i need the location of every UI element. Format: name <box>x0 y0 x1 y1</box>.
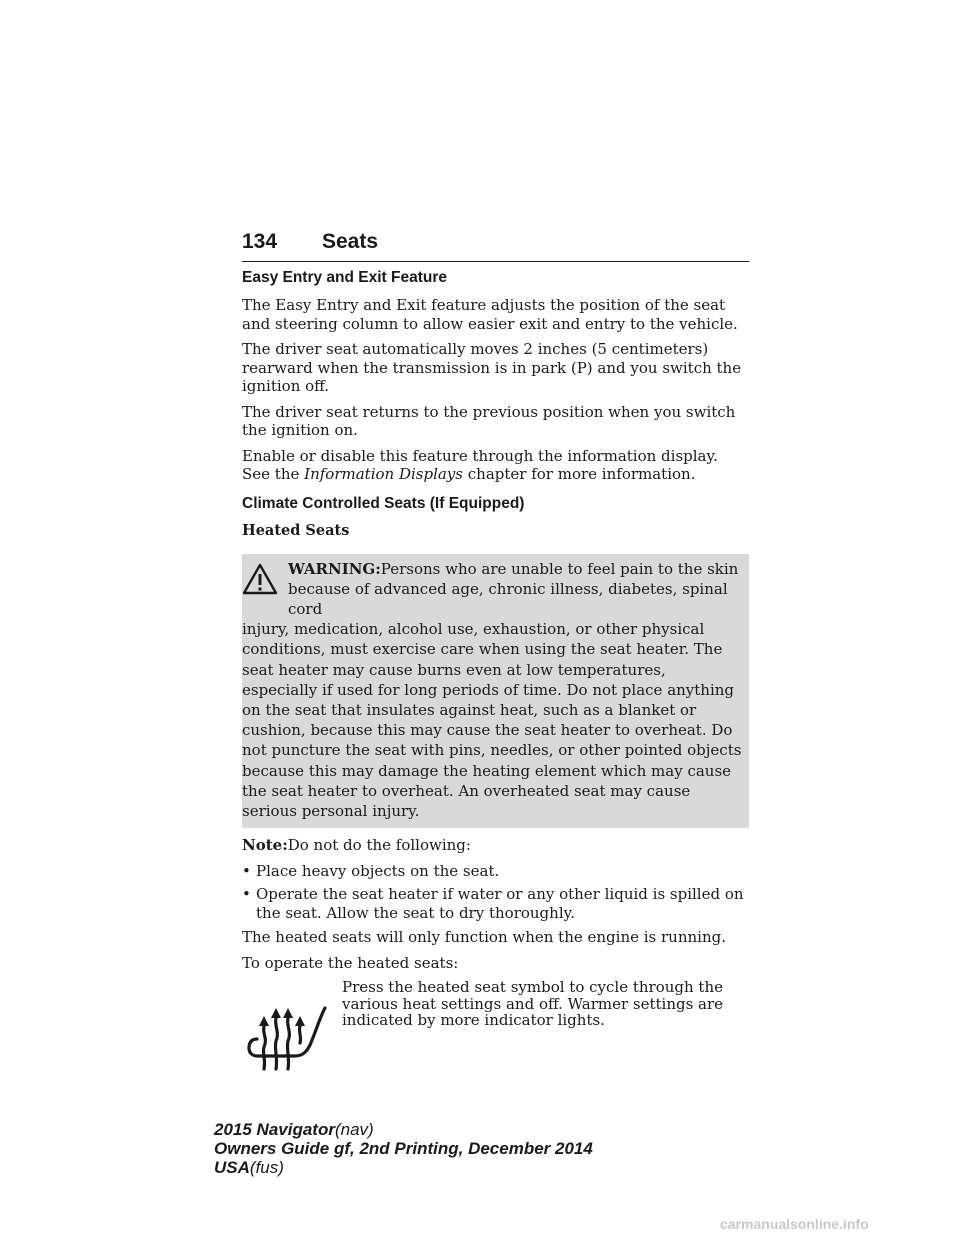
page-number: 134 <box>242 230 278 253</box>
footer-model-code: (nav) <box>334 1120 374 1139</box>
page-footer <box>214 1120 593 1177</box>
climate-seats-heading: Climate Controlled Seats (If Equipped) <box>242 494 525 512</box>
easy-entry-p4-tail: chapter for more information. <box>467 465 696 483</box>
page-header <box>242 229 749 262</box>
warning-triangle-icon <box>242 563 278 595</box>
operation-paragraph-2: To operate the heated seats: <box>242 953 459 972</box>
warning-top <box>242 559 744 620</box>
heated-seat-icon-cell <box>242 979 342 1076</box>
warning-rest-text: injury, medication, alcohol use, exhaustion, or other physical conditions, must exercise care when using the seat heater. The seat heater may cause burns even at low temperatures, especially if used for long periods of time. Do not place anything on the seat that insulates against heat, such as a blanket or cushion, because this may cause the seat heater to overheat. Do not puncture the seat with pins, needles, or other pointed objects because this may damage the heating element which may cause the seat heater to overheat. An overheated seat may cause serious personal injury. <box>242 620 742 820</box>
warning-icon-wrap <box>242 559 288 600</box>
page-content <box>242 268 749 1076</box>
heated-seats-subheading: Heated Seats <box>242 521 350 539</box>
easy-entry-paragraph-4 <box>242 447 749 484</box>
watermark[interactable]: carmanualsonline.info <box>720 1216 869 1232</box>
warning-label: WARNING: <box>288 559 381 578</box>
warning-first-lines <box>288 559 744 620</box>
warning-second-line: because of advanced age, chronic illness, diabetes, spinal cord <box>288 579 728 618</box>
easy-entry-p4-text: Enable or disable this feature through the information display. See the <box>242 446 718 483</box>
list-item: • Place heavy objects on the seat. <box>242 862 749 881</box>
easy-entry-paragraph-2: The driver seat automatically moves 2 inches (5 centimeters) rearward when the transmission is in park (P) and you switch the ignition off. <box>242 340 742 395</box>
footer-region: USA <box>214 1158 250 1177</box>
operation-paragraph-1: The heated seats will only function when the engine is running. <box>242 928 726 947</box>
list-item: • Operate the seat heater if water or any other liquid is spilled on the seat. Allow the seat to dry thoroughly. <box>242 885 749 922</box>
chapter-title: Seats <box>322 230 379 253</box>
heated-seat-instruction: Press the heated seat symbol to cycle through the various heat settings and off. Warmer settings are indicated by more indicator lights. <box>342 978 724 1030</box>
heated-seat-icon <box>246 1005 330 1071</box>
information-displays-reference: Information Displays <box>304 465 463 483</box>
footer-line-1 <box>214 1120 593 1139</box>
note-paragraph <box>242 836 749 855</box>
heated-seat-control-row <box>242 979 749 1076</box>
warning-first-line: Persons who are unable to feel pain to the skin <box>380 559 739 578</box>
note-text: Do not do the following: <box>287 836 471 855</box>
note-label: Note: <box>242 836 288 855</box>
easy-entry-heading: Easy Entry and Exit Feature <box>242 269 448 286</box>
footer-region-code: (fus) <box>249 1158 284 1177</box>
easy-entry-paragraph-3: The driver seat returns to the previous position when you switch the ignition on. <box>242 402 736 439</box>
easy-entry-paragraph-1: The Easy Entry and Exit feature adjusts the position of the seat and steering column to allow easier exit and entry to the vehicle. <box>242 296 738 333</box>
footer-guide: Owners Guide gf, 2nd Printing, December 2014 <box>214 1139 593 1158</box>
note-bullet-list <box>242 862 749 923</box>
footer-line-3 <box>214 1158 593 1177</box>
warning-box <box>242 554 749 829</box>
footer-model: 2015 Navigator <box>214 1120 335 1139</box>
